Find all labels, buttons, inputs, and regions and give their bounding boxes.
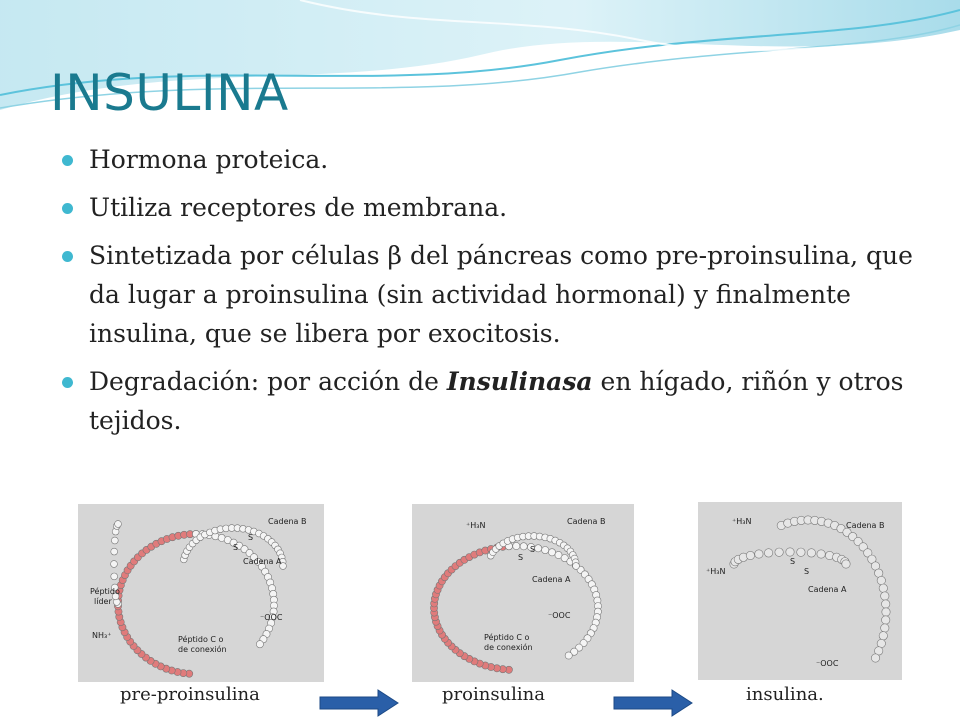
- bullet-list: [60, 140, 930, 449]
- slide-title: INSULINA: [50, 64, 289, 122]
- bullet-dot-icon: [62, 155, 73, 166]
- amino-acid-bead: [565, 652, 572, 659]
- amino-acid-bead: [797, 548, 805, 556]
- amino-acid-bead: [807, 549, 815, 557]
- amino-acid-bead: [882, 600, 890, 608]
- ooc-label: ⁻OOC: [816, 659, 839, 668]
- amino-acid-bead: [111, 548, 118, 555]
- amino-acid-bead: [746, 551, 754, 559]
- figure-pre-proinsulina: [78, 504, 324, 682]
- peptido-c-label-2: de conexión: [484, 643, 533, 652]
- bullet-dot-icon: [62, 203, 73, 214]
- bullet-text-pre: Degradación: por acción de: [89, 367, 447, 396]
- amino-acid-bead: [520, 543, 527, 550]
- caption-proinsulina: proinsulina: [442, 684, 545, 705]
- amino-acid-bead: [879, 632, 887, 640]
- amino-acid-bead: [256, 641, 263, 648]
- bullet-item: [60, 236, 930, 353]
- bullet-emphasis: Insulinasa: [446, 367, 593, 396]
- bullet-item: [60, 188, 930, 227]
- disulfide-s-label: S: [790, 557, 796, 566]
- amino-acid-bead: [871, 654, 879, 662]
- bullet-item: [60, 140, 930, 179]
- figure-proinsulina: [412, 504, 634, 682]
- h3n-bottom-label: ⁺H₃N: [706, 567, 726, 576]
- amino-acid-bead: [879, 584, 887, 592]
- amino-acid-bead: [882, 608, 890, 616]
- amino-acid-bead: [842, 560, 850, 568]
- amino-acid-bead: [817, 550, 825, 558]
- nh3-label: NH₃⁺: [92, 631, 112, 640]
- amino-acid-bead: [111, 561, 118, 568]
- amino-acid-bead: [881, 592, 889, 600]
- proinsulina-diagram: [412, 504, 634, 682]
- caption-insulina: insulina.: [746, 684, 824, 705]
- cadena-b-label: Cadena B: [268, 517, 307, 526]
- amino-acid-bead: [548, 549, 555, 556]
- cadena-b-label: Cadena B: [567, 517, 606, 526]
- amino-acid-bead: [755, 550, 763, 558]
- bullet-dot-icon: [62, 377, 73, 388]
- insulina-diagram: [698, 502, 902, 680]
- disulfide-s-label: S: [530, 545, 536, 554]
- amino-acid-bead: [111, 537, 118, 544]
- cadena-b-label: Cadena B: [846, 521, 885, 530]
- amino-acid-bead: [882, 616, 890, 624]
- peptido-c-label: Péptido C o: [178, 635, 224, 644]
- ooc-label: ⁻OOC: [548, 611, 571, 620]
- caption-pre-proinsulina: pre-proinsulina: [120, 684, 260, 705]
- bullet-text: Hormona proteica.: [89, 145, 329, 174]
- arrow-right-icon: [612, 688, 694, 718]
- bullet-text: Sintetizada por células β del páncreas como pre-proinsulina, que da lugar a proinsulina (sin actividad hormonal) y finalmente insulina, que se libera por exocitosis.: [89, 241, 913, 348]
- amino-acid-bead: [881, 624, 889, 632]
- pre-proinsulina-diagram: [78, 504, 324, 682]
- h3n-label: ⁺H₃N: [466, 521, 486, 530]
- amino-acid-bead: [535, 545, 542, 552]
- disulfide-s-label: S: [248, 533, 254, 542]
- amino-acid-bead: [764, 549, 772, 557]
- amino-acid-bead: [573, 563, 580, 570]
- bullet-text-post: en hígado, riñón y otros tejidos.: [89, 367, 904, 435]
- h3n-top-label: ⁺H₃N: [732, 517, 752, 526]
- cadena-a-label: Cadena A: [243, 557, 282, 566]
- arrow-right-icon: [318, 688, 400, 718]
- amino-acid-bead: [786, 548, 794, 556]
- disulfide-s-label: S: [518, 553, 524, 562]
- disulfide-s-label: S: [804, 567, 810, 576]
- amino-acid-bead: [542, 547, 549, 554]
- amino-acid-bead: [115, 521, 122, 528]
- bullet-dot-icon: [62, 251, 73, 262]
- disulfide-s-label: S: [233, 543, 239, 552]
- amino-acid-bead: [513, 542, 520, 549]
- bullet-text: Utiliza receptores de membrana.: [89, 193, 508, 222]
- amino-acid-bead: [775, 548, 783, 556]
- cadena-a-label: Cadena A: [808, 585, 847, 594]
- peptido-lider-label-2: líder: [94, 597, 112, 606]
- cadena-a-label: Cadena A: [532, 575, 571, 584]
- peptido-c-label-2: de conexión: [178, 645, 227, 654]
- figure-insulina: [698, 502, 902, 680]
- peptido-c-label: Péptido C o: [484, 633, 530, 642]
- amino-acid-bead: [877, 576, 885, 584]
- bullet-item: [60, 362, 930, 440]
- amino-acid-bead: [111, 573, 118, 580]
- peptido-lider-label: Péptido: [90, 587, 120, 596]
- ooc-label: ⁻OOC: [260, 613, 283, 622]
